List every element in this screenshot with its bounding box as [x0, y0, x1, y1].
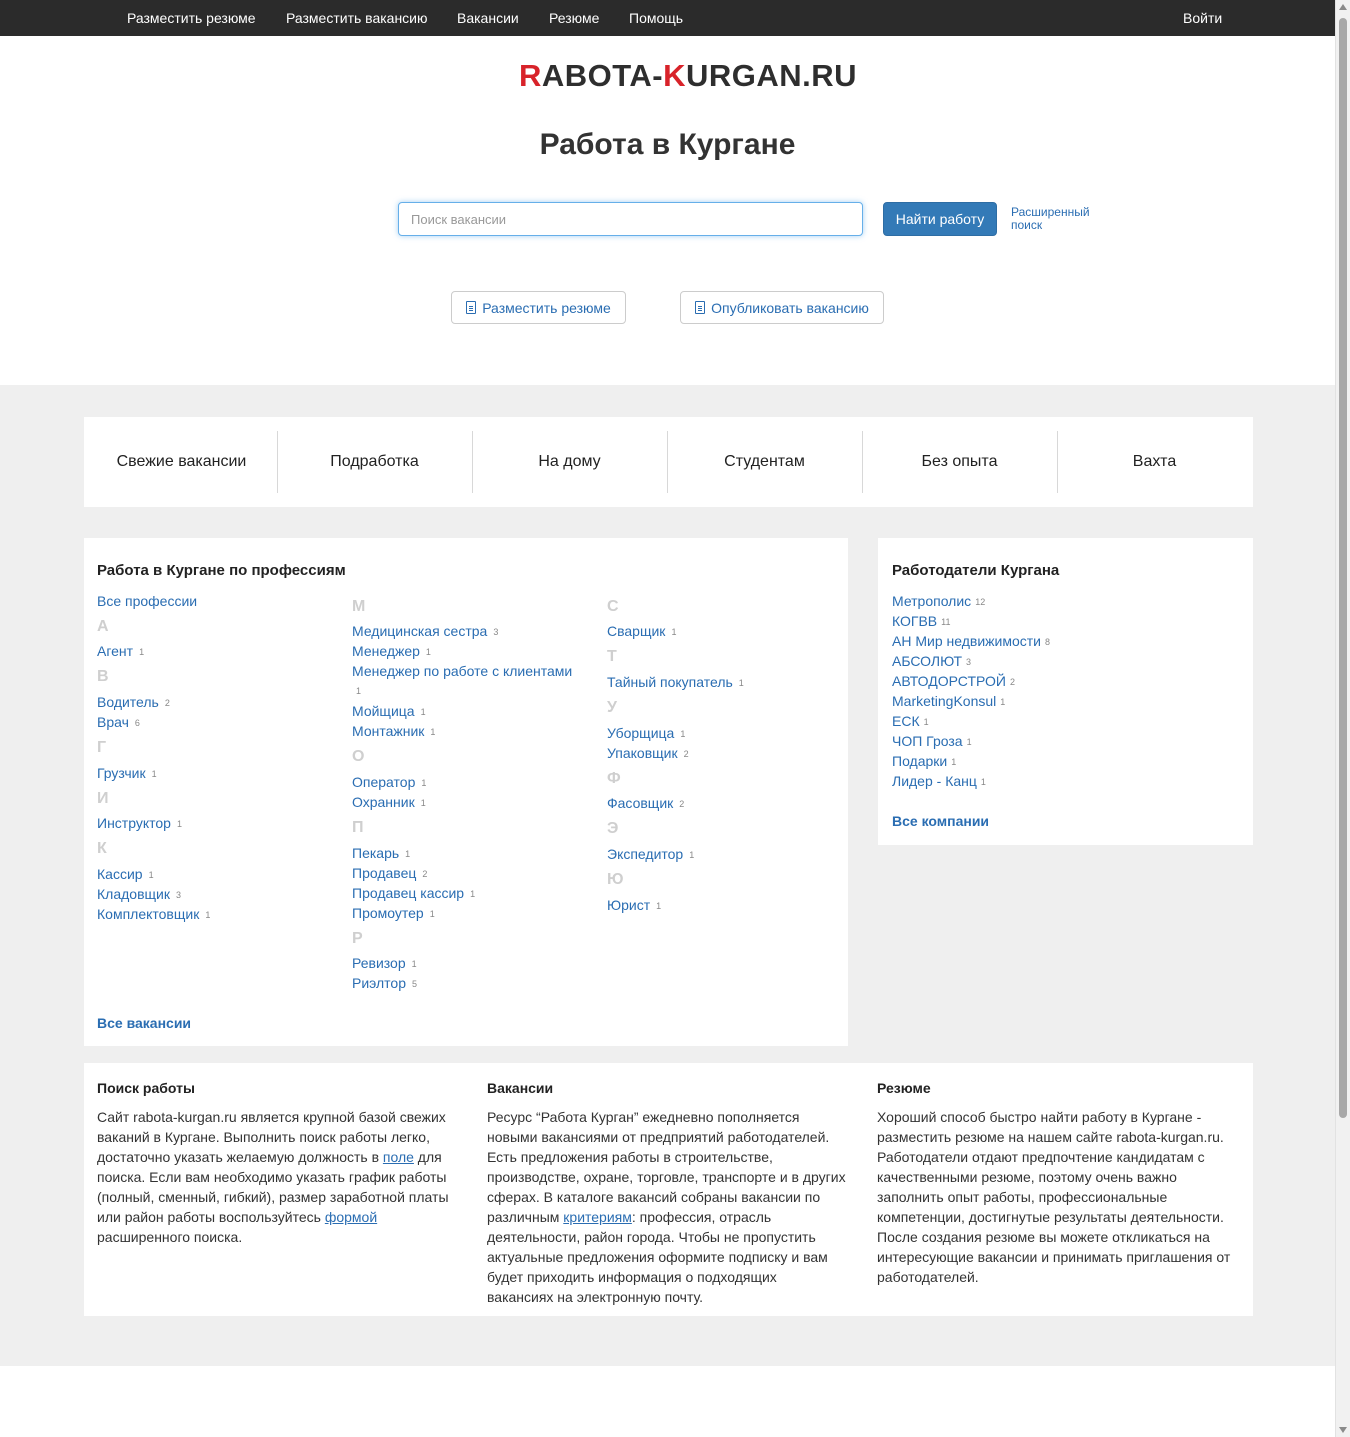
profession-link[interactable]: [97, 815, 182, 831]
category-bar: [84, 417, 1253, 507]
profession-count: 1: [671, 627, 677, 638]
employer-count: 1: [951, 757, 957, 768]
employers-card: [878, 538, 1253, 845]
profession-link[interactable]: [352, 955, 417, 971]
text-line: разместить резюме на нашем сайте rabota-kurgan.ru.: [877, 1129, 1224, 1145]
employer-name: Лидер - Канц: [892, 773, 977, 789]
profession-name: Комплектовщик: [97, 906, 200, 922]
nav-help[interactable]: Помощь: [629, 10, 684, 26]
text-line: После создания резюме вы можете откликаться на: [877, 1229, 1210, 1245]
employer-count: 1: [966, 737, 972, 748]
profession-count: 1: [689, 850, 695, 861]
profession-count: 2: [422, 869, 428, 880]
profession-link[interactable]: [607, 725, 685, 741]
profession-name: Тайный покупатель: [607, 674, 733, 690]
profession-link[interactable]: [97, 866, 154, 882]
text-line: ваканий в Кургане. Выполнить поиск работы легко,: [97, 1129, 430, 1145]
profession-link[interactable]: [352, 623, 498, 639]
job-search-text: [97, 1107, 467, 1247]
text-line: для: [413, 1149, 442, 1165]
text-line: достаточно указать желаемую должность в: [97, 1149, 383, 1165]
profession-name: Монтажник: [352, 723, 425, 739]
profession-name: Инструктор: [97, 815, 171, 831]
job-search-title: Поиск работы: [97, 1080, 195, 1096]
document-icon: [695, 301, 705, 314]
profession-link[interactable]: [97, 694, 170, 710]
profession-count: 6: [134, 718, 140, 729]
profession-name: Пекарь: [352, 845, 400, 861]
letter-heading: К: [97, 840, 107, 857]
text-line: Ресурс “Работа Курган” ежедневно пополняется: [487, 1109, 800, 1125]
employer-count: 1: [923, 717, 929, 728]
text-line: вакансиях на электронную почту.: [487, 1289, 704, 1305]
employer-link[interactable]: [892, 633, 1050, 649]
vacancies-text: [487, 1107, 857, 1307]
profession-count: 1: [470, 889, 476, 900]
nav-resumes[interactable]: Резюме: [549, 10, 600, 26]
publish-vacancy-button[interactable]: [680, 291, 884, 324]
logo-letter-r: R: [519, 58, 542, 93]
profession-link[interactable]: [607, 745, 689, 761]
profession-name: Риэлтор: [352, 975, 406, 991]
page-title: Работа в Кургане: [539, 128, 796, 161]
profession-link[interactable]: [352, 663, 572, 679]
letter-heading: М: [352, 598, 366, 615]
profession-name: Мойщица: [352, 703, 415, 719]
logo-text-1: ABOTA-: [541, 58, 664, 93]
employer-name: АБСОЛЮТ: [892, 653, 962, 669]
profession-link[interactable]: [352, 845, 410, 861]
document-icon: [466, 301, 476, 314]
profession-link[interactable]: [607, 795, 684, 811]
logo-letter-k: K: [663, 58, 687, 93]
text-line: Есть предложения работы в строительстве,: [487, 1149, 773, 1165]
profession-name: Водитель: [97, 694, 159, 710]
scrollbar-thumb[interactable]: [1339, 18, 1347, 1118]
profession-count: 3: [175, 890, 181, 901]
profession-count: 1: [356, 686, 362, 696]
letter-heading: Ф: [607, 770, 621, 787]
profession-name: Менеджер по работе с клиентами: [352, 663, 573, 679]
nav-post-resume[interactable]: Разместить резюме: [127, 10, 256, 26]
text-line: сферах. В каталоге вакансий собраны вакансии по: [487, 1189, 821, 1205]
profession-link[interactable]: [352, 975, 417, 991]
letter-heading: С: [607, 598, 619, 615]
employer-count: 1: [1000, 697, 1006, 708]
profession-name: Кассир: [97, 866, 143, 882]
profession-name: Продавец кассир: [352, 885, 465, 901]
profession-link[interactable]: [607, 897, 661, 913]
profession-count: 1: [411, 959, 417, 970]
profession-link[interactable]: [607, 623, 676, 639]
scroll-up-arrow-icon[interactable]: [1339, 4, 1347, 10]
profession-count: 1: [429, 909, 435, 920]
profession-count: 1: [425, 647, 431, 658]
professions-title: Работа в Кургане по профессиям: [97, 562, 346, 579]
profession-link[interactable]: [352, 723, 435, 739]
letter-heading: П: [352, 819, 364, 836]
profession-link[interactable]: [97, 886, 181, 902]
text-line: (полный, сменный, гибкий), размер заработной платы: [97, 1189, 449, 1205]
profession-count: 3: [493, 627, 499, 638]
text-line: деятельности, район города. Чтобы не пропустить: [487, 1229, 816, 1245]
resume-title: Резюме: [877, 1080, 931, 1096]
profession-count: 1: [176, 819, 182, 830]
profession-name: Врач: [97, 714, 129, 730]
profession-name: Фасовщик: [607, 795, 674, 811]
logo-text-2: URGAN.RU: [686, 58, 858, 93]
find-job-button[interactable]: Найти работу: [883, 202, 997, 236]
text-line: : профессия, отрасль: [631, 1209, 772, 1225]
letter-heading: А: [97, 618, 109, 635]
site-logo[interactable]: [519, 58, 857, 94]
page-scrollbar[interactable]: [1335, 0, 1350, 1437]
profession-count: 1: [680, 729, 686, 740]
profession-name: Менеджер: [352, 643, 420, 659]
employer-name: Подарки: [892, 753, 948, 769]
profession-name: Сварщик: [607, 623, 666, 639]
nav-post-vacancy[interactable]: Разместить вакансию: [286, 10, 428, 26]
post-resume-button[interactable]: [451, 291, 626, 324]
employer-link[interactable]: [892, 693, 1005, 709]
profession-count: 5: [412, 979, 418, 990]
resume-text: [877, 1107, 1247, 1287]
profession-count: 1: [420, 707, 426, 718]
text-line: заполнить опыт работы, профессиональные: [877, 1189, 1168, 1205]
profession-name: Агент: [97, 643, 134, 659]
all-companies-link[interactable]: Все компании: [892, 813, 990, 829]
text-line: будет приходить информация о подходящих: [487, 1269, 777, 1285]
letter-heading: У: [607, 699, 617, 716]
profession-link[interactable]: [97, 643, 144, 659]
letter-heading: О: [352, 748, 365, 765]
profession-link[interactable]: [607, 846, 694, 862]
text-line: Работодатели отдают предпочтение кандидатам с: [877, 1149, 1205, 1165]
text-line: производстве, охране, торговле, транспорте и в других: [487, 1169, 846, 1185]
letter-heading: Г: [97, 739, 107, 756]
employer-link[interactable]: [892, 733, 972, 749]
profession-link[interactable]: [352, 865, 427, 881]
profession-name: Экспедитор: [607, 846, 684, 862]
text-line: работодателей.: [877, 1269, 979, 1285]
category-no-experience[interactable]: Без опыта: [921, 453, 998, 470]
profession-link[interactable]: [352, 794, 426, 810]
profession-link[interactable]: [352, 703, 426, 719]
letter-heading: Э: [607, 820, 619, 837]
all-professions-link[interactable]: Все профессии: [97, 593, 198, 609]
profession-count: 1: [430, 727, 436, 738]
letter-heading: Р: [352, 930, 363, 947]
profession-count: 1: [148, 870, 154, 881]
nav-vacancies[interactable]: Вакансии: [457, 10, 519, 26]
employer-link[interactable]: [892, 773, 986, 789]
profession-count: 1: [205, 910, 211, 921]
letter-heading: И: [97, 790, 109, 807]
category-students[interactable]: Студентам: [724, 453, 805, 470]
employer-link[interactable]: [892, 753, 956, 769]
login-link[interactable]: Войти: [1183, 10, 1223, 26]
employer-name: ЧОП Гроза: [892, 733, 963, 749]
professions-card: [84, 538, 848, 1046]
employer-name: КОГВВ: [892, 613, 938, 629]
text-line: поиска. Если вам необходимо указать график работы: [97, 1169, 447, 1185]
profession-link[interactable]: [352, 905, 435, 921]
profession-name: Юрист: [607, 897, 651, 913]
employer-link[interactable]: [892, 653, 971, 669]
letter-heading: В: [97, 668, 109, 685]
category-fresh[interactable]: Свежие вакансии: [116, 453, 247, 470]
category-part-time[interactable]: Подработка: [330, 453, 419, 470]
advanced-search-label-2: поиск: [1011, 218, 1043, 232]
search-field-link[interactable]: поле: [382, 1149, 414, 1165]
scroll-down-arrow-icon[interactable]: [1339, 1427, 1347, 1433]
text-line: Сайт rabota-kurgan.ru является крупной базой свежих: [97, 1109, 446, 1125]
profession-name: Уборщица: [607, 725, 675, 741]
profession-count: 1: [738, 678, 744, 689]
profession-count: 2: [683, 749, 689, 760]
profession-link[interactable]: [352, 774, 426, 790]
text-line: новыми вакансиями от предприятий работодателей.: [487, 1129, 830, 1145]
text-line: или район работы воспользуйтесь: [97, 1209, 325, 1225]
category-shift-work[interactable]: Вахта: [1132, 453, 1177, 470]
vacancies-title: Вакансии: [487, 1080, 554, 1096]
profession-name: Оператор: [352, 774, 416, 790]
profession-name: Кладовщик: [97, 886, 170, 902]
advanced-form-link[interactable]: формой: [324, 1209, 378, 1225]
employer-link[interactable]: [892, 613, 951, 629]
employer-count: 11: [941, 617, 951, 628]
profession-name: Медицинская сестра: [352, 623, 488, 639]
profession-count: 1: [151, 769, 157, 780]
profession-count: 2: [164, 698, 170, 709]
category-remote[interactable]: На дому: [538, 453, 601, 470]
profession-count: 1: [420, 798, 426, 809]
text-line: актуальные предложения оформите подписку и вам: [487, 1249, 828, 1265]
profession-name: Промоутер: [352, 905, 424, 921]
profession-link[interactable]: [97, 906, 210, 922]
profession-count: 1: [656, 901, 662, 912]
profession-link[interactable]: [607, 674, 744, 690]
employer-name: АВТОДОРСТРОЙ: [892, 673, 1006, 689]
profession-count: 1: [139, 647, 145, 658]
employer-name: АН Мир недвижимости: [892, 633, 1041, 649]
profession-count: 1: [421, 778, 427, 789]
criteria-link[interactable]: критериям: [563, 1209, 632, 1225]
text-line: качественными резюме, поэтому очень важно: [877, 1169, 1177, 1185]
employer-name: ЕСК: [892, 713, 920, 729]
top-nav: [0, 0, 1335, 36]
employer-name: MarketingKonsul: [892, 693, 997, 709]
profession-count: 2: [679, 799, 685, 810]
employer-link[interactable]: [892, 713, 929, 729]
employer-name: Метрополис: [892, 593, 972, 609]
profession-count: 1: [405, 849, 411, 860]
info-card: [84, 1063, 1253, 1316]
employer-count: 3: [966, 657, 972, 668]
publish-vacancy-label: Опубликовать вакансию: [711, 299, 869, 316]
profession-name: Продавец: [352, 865, 417, 881]
post-resume-label: Разместить резюме: [482, 299, 611, 316]
profession-link[interactable]: [352, 643, 431, 659]
advanced-search-link[interactable]: [1011, 206, 1111, 232]
employer-count: 8: [1044, 637, 1050, 648]
employer-link[interactable]: [892, 593, 985, 609]
text-line: расширенного поиска.: [97, 1229, 243, 1245]
advanced-search-label-1: Расширенный: [1011, 205, 1090, 219]
letter-heading: Ю: [607, 871, 624, 888]
text-line: различным: [487, 1209, 564, 1225]
profession-link[interactable]: [97, 765, 157, 781]
profession-name: Ревизор: [352, 955, 406, 971]
profession-link[interactable]: [97, 714, 140, 730]
text-line: интересующие вакансии и принимать приглашения от: [877, 1249, 1231, 1265]
all-vacancies-link[interactable]: Все вакансии: [97, 1015, 192, 1031]
letter-heading: Т: [607, 648, 617, 665]
employer-count: 12: [975, 597, 986, 608]
profession-name: Упаковщик: [607, 745, 678, 761]
employers-title: Работодатели Кургана: [892, 562, 1060, 579]
profession-link[interactable]: [352, 885, 475, 901]
employer-count: 1: [980, 777, 986, 788]
text-line: компетенции, достигнутые результаты деятельности.: [877, 1209, 1224, 1225]
employer-count: 2: [1009, 677, 1015, 688]
search-input[interactable]: [398, 202, 863, 236]
profession-name: Грузчик: [97, 765, 146, 781]
text-line: Хороший способ быстро найти работу в Кургане -: [877, 1109, 1202, 1125]
employer-link[interactable]: [892, 673, 1015, 689]
profession-name: Охранник: [352, 794, 415, 810]
